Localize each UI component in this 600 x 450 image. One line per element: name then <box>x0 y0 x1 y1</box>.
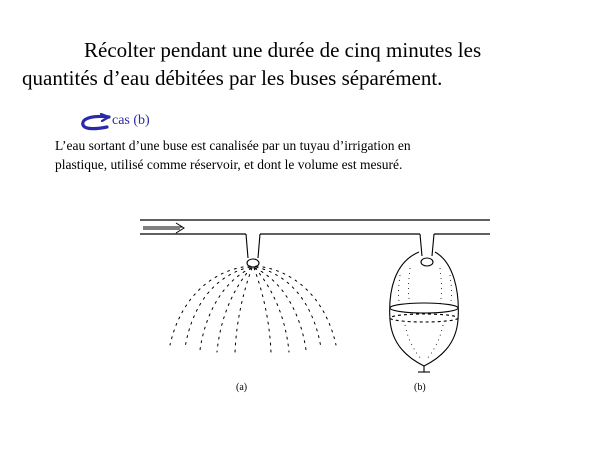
flow-arrow-icon <box>143 223 184 233</box>
heading-line-2: quantités d’eau débitées par les buses séparément. <box>22 66 443 90</box>
spray-pattern <box>170 266 336 353</box>
collection-bag <box>390 252 459 372</box>
nozzle-a <box>246 234 260 267</box>
description-line-2: plastique, utilisé comme réservoir, et dont le volume est mesuré. <box>55 157 403 172</box>
description-line-1: L’eau sortant d’une buse est canalisée par un tuyau d’irrigation en <box>55 138 411 153</box>
caption-a: (a) <box>236 382 248 393</box>
heading-line-1: Récolter pendant une durée de cinq minutes les <box>84 38 482 62</box>
main-pipe <box>140 220 490 234</box>
nozzle-b <box>420 234 434 266</box>
case-label: cas (b) <box>112 113 150 128</box>
caption-b: (b) <box>414 382 426 393</box>
